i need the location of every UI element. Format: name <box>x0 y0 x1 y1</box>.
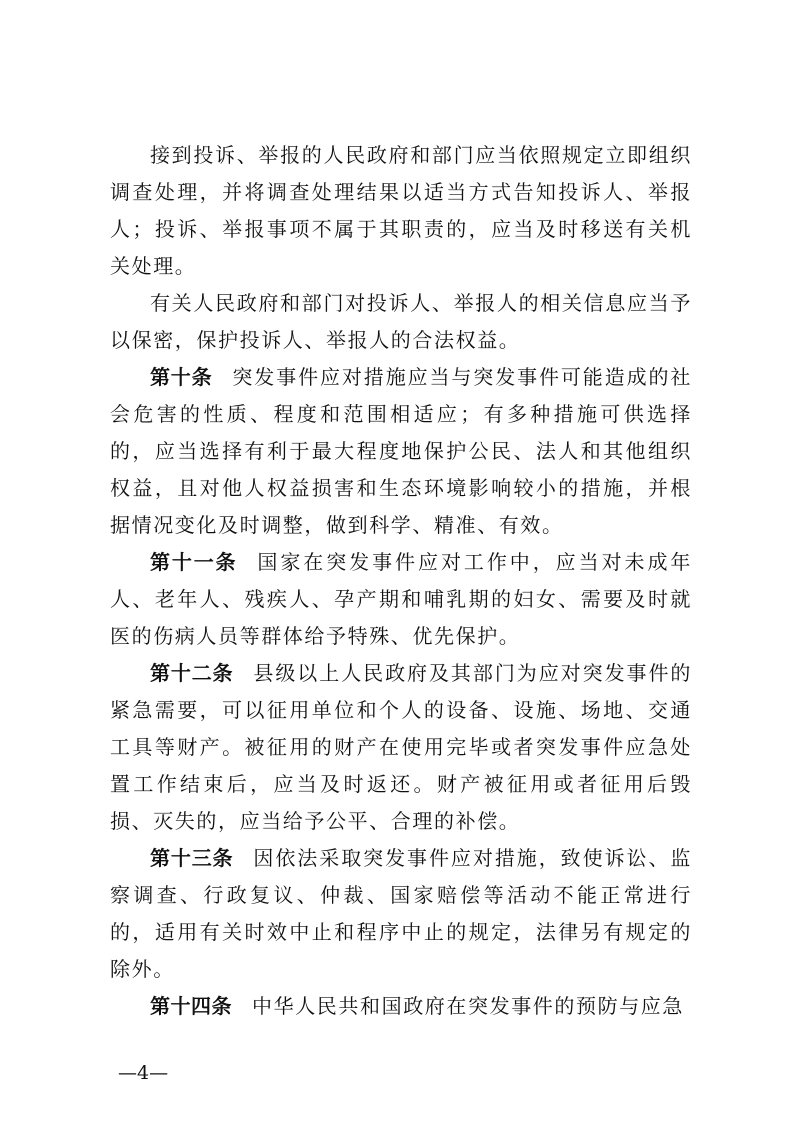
article-10 <box>110 359 692 544</box>
article-14 <box>110 988 692 1025</box>
paragraph-text: 接到投诉、举报的人民政府和部门应当依照规定立即组织调查处理，并将调查处理结果以适当方式告知投诉人、举报人；投诉、举报事项不属于其职责的，应当及时移送有关机关处理。 <box>110 143 692 278</box>
article-heading: 第十二条 <box>150 661 234 685</box>
paragraph-1 <box>110 137 692 285</box>
article-heading: 第十三条 <box>150 846 234 870</box>
document-body <box>110 137 692 1025</box>
article-text: 县级以上人民政府及其部门为应对突发事件的紧急需要，可以征用单位和个人的设备、设施、场地、交通工具等财产。被征用的财产在使用完毕或者突发事件应急处置工作结束后，应当及时返还。财产被征用或者征用后毁损、灭失的，应当给予公平、合理的补偿。 <box>110 661 693 833</box>
article-heading: 第十四条 <box>150 994 232 1018</box>
article-text: 突发事件应对措施应当与突发事件可能造成的社会危害的性质、程度和范围相适应；有多种措施可供选择的，应当选择有利于最大程度地保护公民、法人和其他组织权益，且对他人权益损害和生态环境影响较小的措施，并根据情况变化及时调整，做到科学、精准、有效。 <box>110 365 692 537</box>
article-12 <box>110 655 692 840</box>
page-number: —4— <box>118 1062 169 1084</box>
article-text: 国家在突发事件应对工作中，应当对未成年人、老年人、残疾人、孕产期和哺乳期的妇女、需要及时就医的伤病人员等群体给予特殊、优先保护。 <box>110 550 693 648</box>
article-13 <box>110 840 692 988</box>
article-text: 因依法采取突发事件应对措施，致使诉讼、监察调查、行政复议、仲裁、国家赔偿等活动不能正常进行的，适用有关时效中止和程序中止的规定，法律另有规定的除外。 <box>110 846 693 981</box>
article-text: 中华人民共和国政府在突发事件的预防与应急 <box>252 994 684 1018</box>
article-11 <box>110 544 692 655</box>
article-heading: 第十一条 <box>150 550 238 574</box>
paragraph-2 <box>110 285 692 359</box>
paragraph-text: 有关人民政府和部门对投诉人、举报人的相关信息应当予以保密，保护投诉人、举报人的合法权益。 <box>110 291 692 352</box>
article-heading: 第十条 <box>150 365 213 389</box>
